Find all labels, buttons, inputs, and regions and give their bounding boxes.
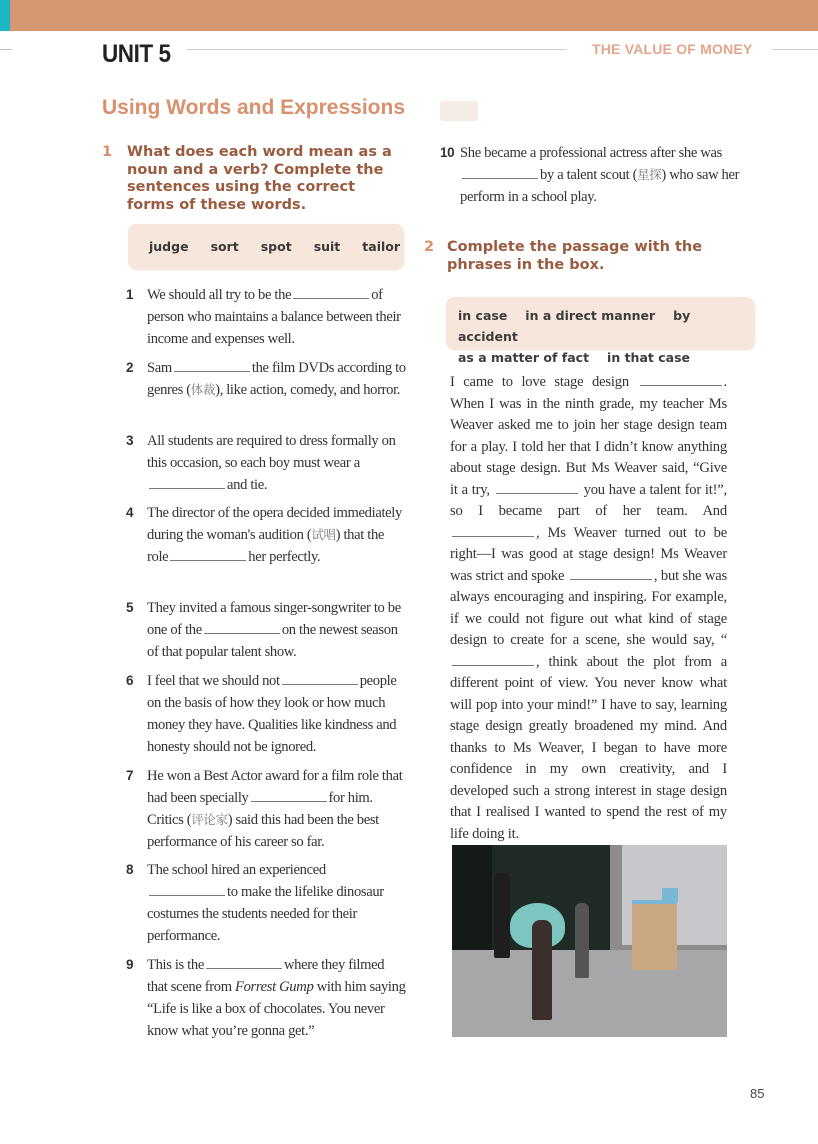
item-text: her perfectly. bbox=[248, 549, 321, 565]
item-number: 8 bbox=[126, 862, 134, 877]
exercise-item bbox=[126, 284, 406, 350]
phrase: in that case bbox=[607, 350, 690, 365]
exercise-number: 1 bbox=[102, 144, 113, 160]
passage-text: , Ms Weaver turned out to be right—I was good at stage design! Ms Weaver was strict and spoke bbox=[450, 524, 727, 584]
answer-blank[interactable] bbox=[293, 285, 369, 299]
exercise-item bbox=[126, 502, 406, 568]
item-text: by a talent scout ( bbox=[540, 167, 638, 183]
passage-text: . When I was in the ninth grade, my teacher Ms Weaver asked me to join her stage design team for a play. I told her that I didn’t know anything about stage design. But Ms Weaver said, “Give it a try, bbox=[450, 374, 727, 498]
item-text: ) said this had been the best performance of his career so far. bbox=[147, 812, 379, 850]
item-number: 4 bbox=[126, 505, 134, 520]
item-number: 1 bbox=[126, 287, 134, 302]
divider bbox=[187, 49, 567, 50]
answer-blank[interactable] bbox=[206, 955, 282, 969]
item-text: to make the lifelike dinosaur costumes the students needed for their performance. bbox=[147, 884, 384, 944]
person bbox=[575, 903, 589, 978]
decoration bbox=[440, 101, 478, 121]
item-number: 10 bbox=[440, 145, 455, 160]
divider bbox=[772, 49, 818, 50]
phrase-box bbox=[446, 297, 754, 365]
castle-prop bbox=[662, 888, 678, 902]
answer-blank[interactable] bbox=[496, 480, 578, 494]
item-number: 7 bbox=[126, 768, 134, 783]
chinese-gloss: 评论家 bbox=[191, 813, 228, 827]
person bbox=[494, 873, 510, 958]
exercise-item bbox=[126, 597, 406, 663]
castle-prop bbox=[632, 900, 677, 970]
word: spot bbox=[260, 239, 292, 254]
answer-blank[interactable] bbox=[462, 165, 538, 179]
film-title: Forrest Gump bbox=[235, 979, 314, 995]
answer-blank[interactable] bbox=[570, 566, 652, 580]
stage-photo bbox=[452, 845, 727, 1037]
chinese-gloss: 星探 bbox=[637, 168, 662, 182]
passage-text: , think about the plot from a different point of view. You never know what will pop into your mind!” I have to say, learning stage design greatly broadened my mind. And thanks to Ms Weaver, I began to have more confidence in my own creativity, and I developed such a strong interest in stage design that I realised I wanted to spend the rest of my life doing it. bbox=[450, 653, 727, 842]
item-text: ), like action, comedy, and horror. bbox=[215, 382, 401, 398]
item-text: of person who maintains a balance between their income and expenses well. bbox=[147, 287, 401, 347]
exercise-number: 2 bbox=[424, 239, 435, 255]
item-number: 6 bbox=[126, 673, 134, 688]
item-text: He won a Best Actor award for a film role that had been specially bbox=[147, 768, 403, 806]
word-box bbox=[128, 224, 403, 269]
passage-text: you have a talent for it!”, so I became part of her team. And bbox=[450, 481, 727, 519]
item-text: people on the basis of how they look or how much money they have. Qualities like kindness and honesty should not be ignored. bbox=[147, 673, 397, 755]
divider bbox=[0, 49, 12, 50]
exercise-instruction: What does each word mean as a noun and a verb? Complete the sentences using the correct forms of these words. bbox=[127, 144, 392, 213]
section-title: Using Words and Expressions bbox=[102, 96, 406, 119]
item-text: where they filmed that scene from bbox=[147, 957, 385, 995]
exercise-1-heading bbox=[102, 144, 402, 214]
passage bbox=[450, 372, 727, 845]
item-text: ) who saw her perform in a school play. bbox=[460, 167, 740, 205]
header-band bbox=[0, 0, 818, 31]
exercise-item bbox=[126, 357, 406, 401]
photo-floor bbox=[452, 950, 727, 1037]
passage-text: I came to love stage design bbox=[450, 374, 629, 390]
item-text: We should all try to be the bbox=[147, 287, 292, 303]
item-text: on the newest season of that popular talent show. bbox=[147, 622, 398, 660]
phrase: in a direct manner bbox=[525, 308, 656, 323]
person bbox=[532, 920, 552, 1020]
exercise-item bbox=[126, 954, 406, 1042]
answer-blank[interactable] bbox=[204, 620, 280, 634]
answer-blank[interactable] bbox=[640, 372, 722, 386]
chapter-tab bbox=[0, 0, 10, 31]
item-text: I feel that we should not bbox=[147, 673, 280, 689]
page-number: 85 bbox=[750, 1086, 765, 1101]
item-number: 9 bbox=[126, 957, 134, 972]
exercise-2-heading bbox=[424, 239, 724, 274]
phrase: by accident bbox=[458, 308, 691, 344]
item-text: All students are required to dress formally on this occasion, so each boy must wear a bbox=[147, 433, 396, 471]
unit-title: UNIT 5 bbox=[102, 40, 171, 68]
phrase: in case bbox=[458, 308, 508, 323]
item-number: 3 bbox=[126, 433, 134, 448]
word: sort bbox=[210, 239, 239, 254]
item-text: and tie. bbox=[227, 477, 268, 493]
exercise-item bbox=[440, 142, 740, 208]
item-text: ) that the role bbox=[147, 527, 385, 565]
chinese-gloss: 试唱 bbox=[311, 528, 336, 542]
exercise-item bbox=[126, 765, 406, 853]
item-number: 5 bbox=[126, 600, 134, 615]
unit-subtitle: THE VALUE OF MONEY bbox=[592, 41, 753, 57]
answer-blank[interactable] bbox=[452, 523, 534, 537]
answer-blank[interactable] bbox=[282, 671, 358, 685]
answer-blank[interactable] bbox=[149, 882, 225, 896]
phrase: as a matter of fact bbox=[458, 350, 590, 365]
answer-blank[interactable] bbox=[149, 475, 225, 489]
word: tailor bbox=[362, 239, 401, 254]
word: suit bbox=[313, 239, 341, 254]
exercise-item bbox=[126, 430, 406, 496]
exercise-instruction: Complete the passage with the phrases in the box. bbox=[447, 239, 703, 273]
answer-blank[interactable] bbox=[170, 547, 246, 561]
answer-blank[interactable] bbox=[174, 358, 250, 372]
item-text: This is the bbox=[147, 957, 204, 973]
item-text: the film DVDs according to genres ( bbox=[147, 360, 406, 398]
item-text: They invited a famous singer-songwriter to be one of the bbox=[147, 600, 401, 638]
word: judge bbox=[149, 239, 189, 254]
item-number: 2 bbox=[126, 360, 134, 375]
item-text: The director of the opera decided immediately during the woman's audition ( bbox=[147, 505, 402, 543]
item-text: with him saying “Life is like a box of chocolates. You never know what you’re gonna get.” bbox=[147, 979, 406, 1039]
exercise-item bbox=[126, 859, 406, 947]
answer-blank[interactable] bbox=[251, 788, 327, 802]
item-text: She became a professional actress after she was bbox=[460, 145, 722, 161]
exercise-item bbox=[126, 670, 406, 758]
chinese-gloss: 体裁 bbox=[190, 383, 216, 397]
item-text: The school hired an experienced bbox=[147, 862, 326, 878]
item-text: Sam bbox=[147, 360, 172, 376]
item-text: for him. Critics ( bbox=[147, 790, 373, 828]
answer-blank[interactable] bbox=[452, 652, 534, 666]
passage-text: , but she was always encouraging and inspiring. For example, if we could not figure out what kind of stage design to create for a scene, she would say, “ bbox=[450, 567, 727, 648]
